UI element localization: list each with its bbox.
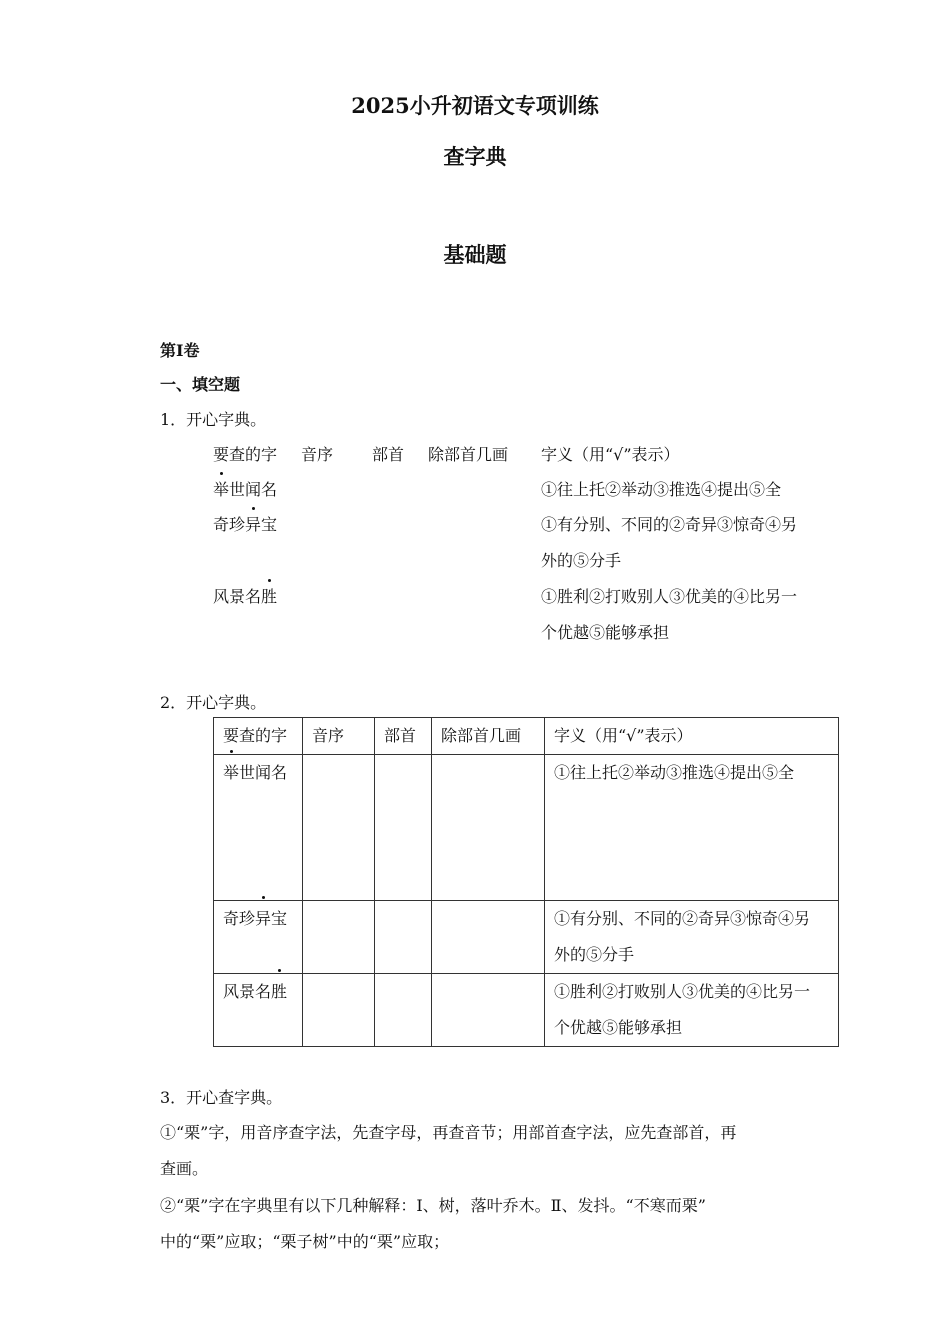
q1-row-1-word: 举世闻名 bbox=[213, 477, 277, 500]
answer-cell-radical[interactable] bbox=[375, 901, 432, 974]
word-cell: 风景名胜 bbox=[214, 974, 303, 1047]
table-row bbox=[214, 755, 839, 901]
emphasis-dot-char: 举 bbox=[223, 755, 239, 791]
question-3-line-3: ②“栗”字在字典里有以下几种解释：Ⅰ、树，落叶乔木。Ⅱ、发抖。“不寒而栗” bbox=[160, 1196, 706, 1215]
emphasis-dot-char: 异 bbox=[245, 512, 261, 535]
emphasis-dot-char: 举 bbox=[213, 477, 229, 500]
q1-row-2-meaning-cont: 外的⑤分手 bbox=[541, 551, 622, 570]
part-heading: 一、填空题 bbox=[160, 375, 241, 394]
emphasis-dot-char: 胜 bbox=[271, 974, 287, 1010]
question-3-line-2: 查画。 bbox=[160, 1159, 209, 1178]
q1-row-2-meaning: ①有分别、不同的②奇异③惊奇④另 bbox=[541, 515, 798, 534]
q1-row-1-meaning: ①往上托②举动③推选④提出⑤全 bbox=[541, 480, 782, 499]
answer-cell-radical[interactable] bbox=[375, 755, 432, 901]
answer-cell-order[interactable] bbox=[303, 901, 375, 974]
header-cell: 字义（用“√”表示） bbox=[545, 718, 839, 755]
q1-header-char: 要查的字 bbox=[213, 445, 278, 464]
document-title: 2025小升初语文专项训练 bbox=[351, 93, 599, 118]
q1-header-order: 音序 bbox=[301, 445, 334, 464]
header-cell: 要查的字 bbox=[214, 718, 303, 755]
q1-row-3-word: 风景名胜 bbox=[213, 584, 277, 607]
volume-label: 第I卷 bbox=[160, 341, 200, 360]
question-2-table bbox=[213, 717, 839, 1047]
word-cell: 奇珍异宝 bbox=[214, 901, 303, 974]
document-subtitle: 查字典 bbox=[443, 144, 507, 169]
answer-cell-radical[interactable] bbox=[375, 974, 432, 1047]
q1-row-2-word: 奇珍异宝 bbox=[213, 512, 277, 535]
q1-header-strokes: 除部首几画 bbox=[428, 445, 509, 464]
table-row bbox=[214, 901, 839, 974]
answer-cell-order[interactable] bbox=[303, 974, 375, 1047]
meaning-cell: ①胜利②打败别人③优美的④比另一 个优越⑤能够承担 bbox=[545, 974, 839, 1047]
question-3-line-1: ①“栗”字，用音序查字法，先查字母，再查音节；用部首查字法，应先查部首，再 bbox=[160, 1123, 737, 1142]
meaning-cell: ①往上托②举动③推选④提出⑤全 bbox=[545, 755, 839, 901]
answer-cell-strokes[interactable] bbox=[432, 974, 545, 1047]
meaning-cell: ①有分别、不同的②奇异③惊奇④另 外的⑤分手 bbox=[545, 901, 839, 974]
table-row bbox=[214, 974, 839, 1047]
header-cell: 除部首几画 bbox=[432, 718, 545, 755]
emphasis-dot-char: 胜 bbox=[261, 584, 277, 607]
section-heading: 基础题 bbox=[443, 242, 507, 267]
word-cell: 举世闻名 bbox=[214, 755, 303, 901]
q1-header-meaning: 字义（用“√”表示） bbox=[541, 445, 680, 464]
table-header-row bbox=[214, 718, 839, 755]
answer-cell-strokes[interactable] bbox=[432, 755, 545, 901]
q1-row-3-meaning-cont: 个优越⑤能够承担 bbox=[541, 623, 670, 642]
answer-cell-order[interactable] bbox=[303, 755, 375, 901]
question-2-label: 2．开心字典。 bbox=[160, 693, 267, 712]
q1-row-3-meaning: ①胜利②打败别人③优美的④比另一 bbox=[541, 587, 798, 606]
q1-header-radical: 部首 bbox=[372, 445, 405, 464]
answer-cell-strokes[interactable] bbox=[432, 901, 545, 974]
header-cell: 音序 bbox=[303, 718, 375, 755]
question-3-label: 3．开心查字典。 bbox=[160, 1088, 283, 1107]
question-1-label: 1．开心字典。 bbox=[160, 410, 267, 429]
emphasis-dot-char: 异 bbox=[255, 901, 271, 937]
question-3-line-4: 中的“栗”应取；“栗子树”中的“栗”应取； bbox=[160, 1232, 450, 1251]
header-cell: 部首 bbox=[375, 718, 432, 755]
